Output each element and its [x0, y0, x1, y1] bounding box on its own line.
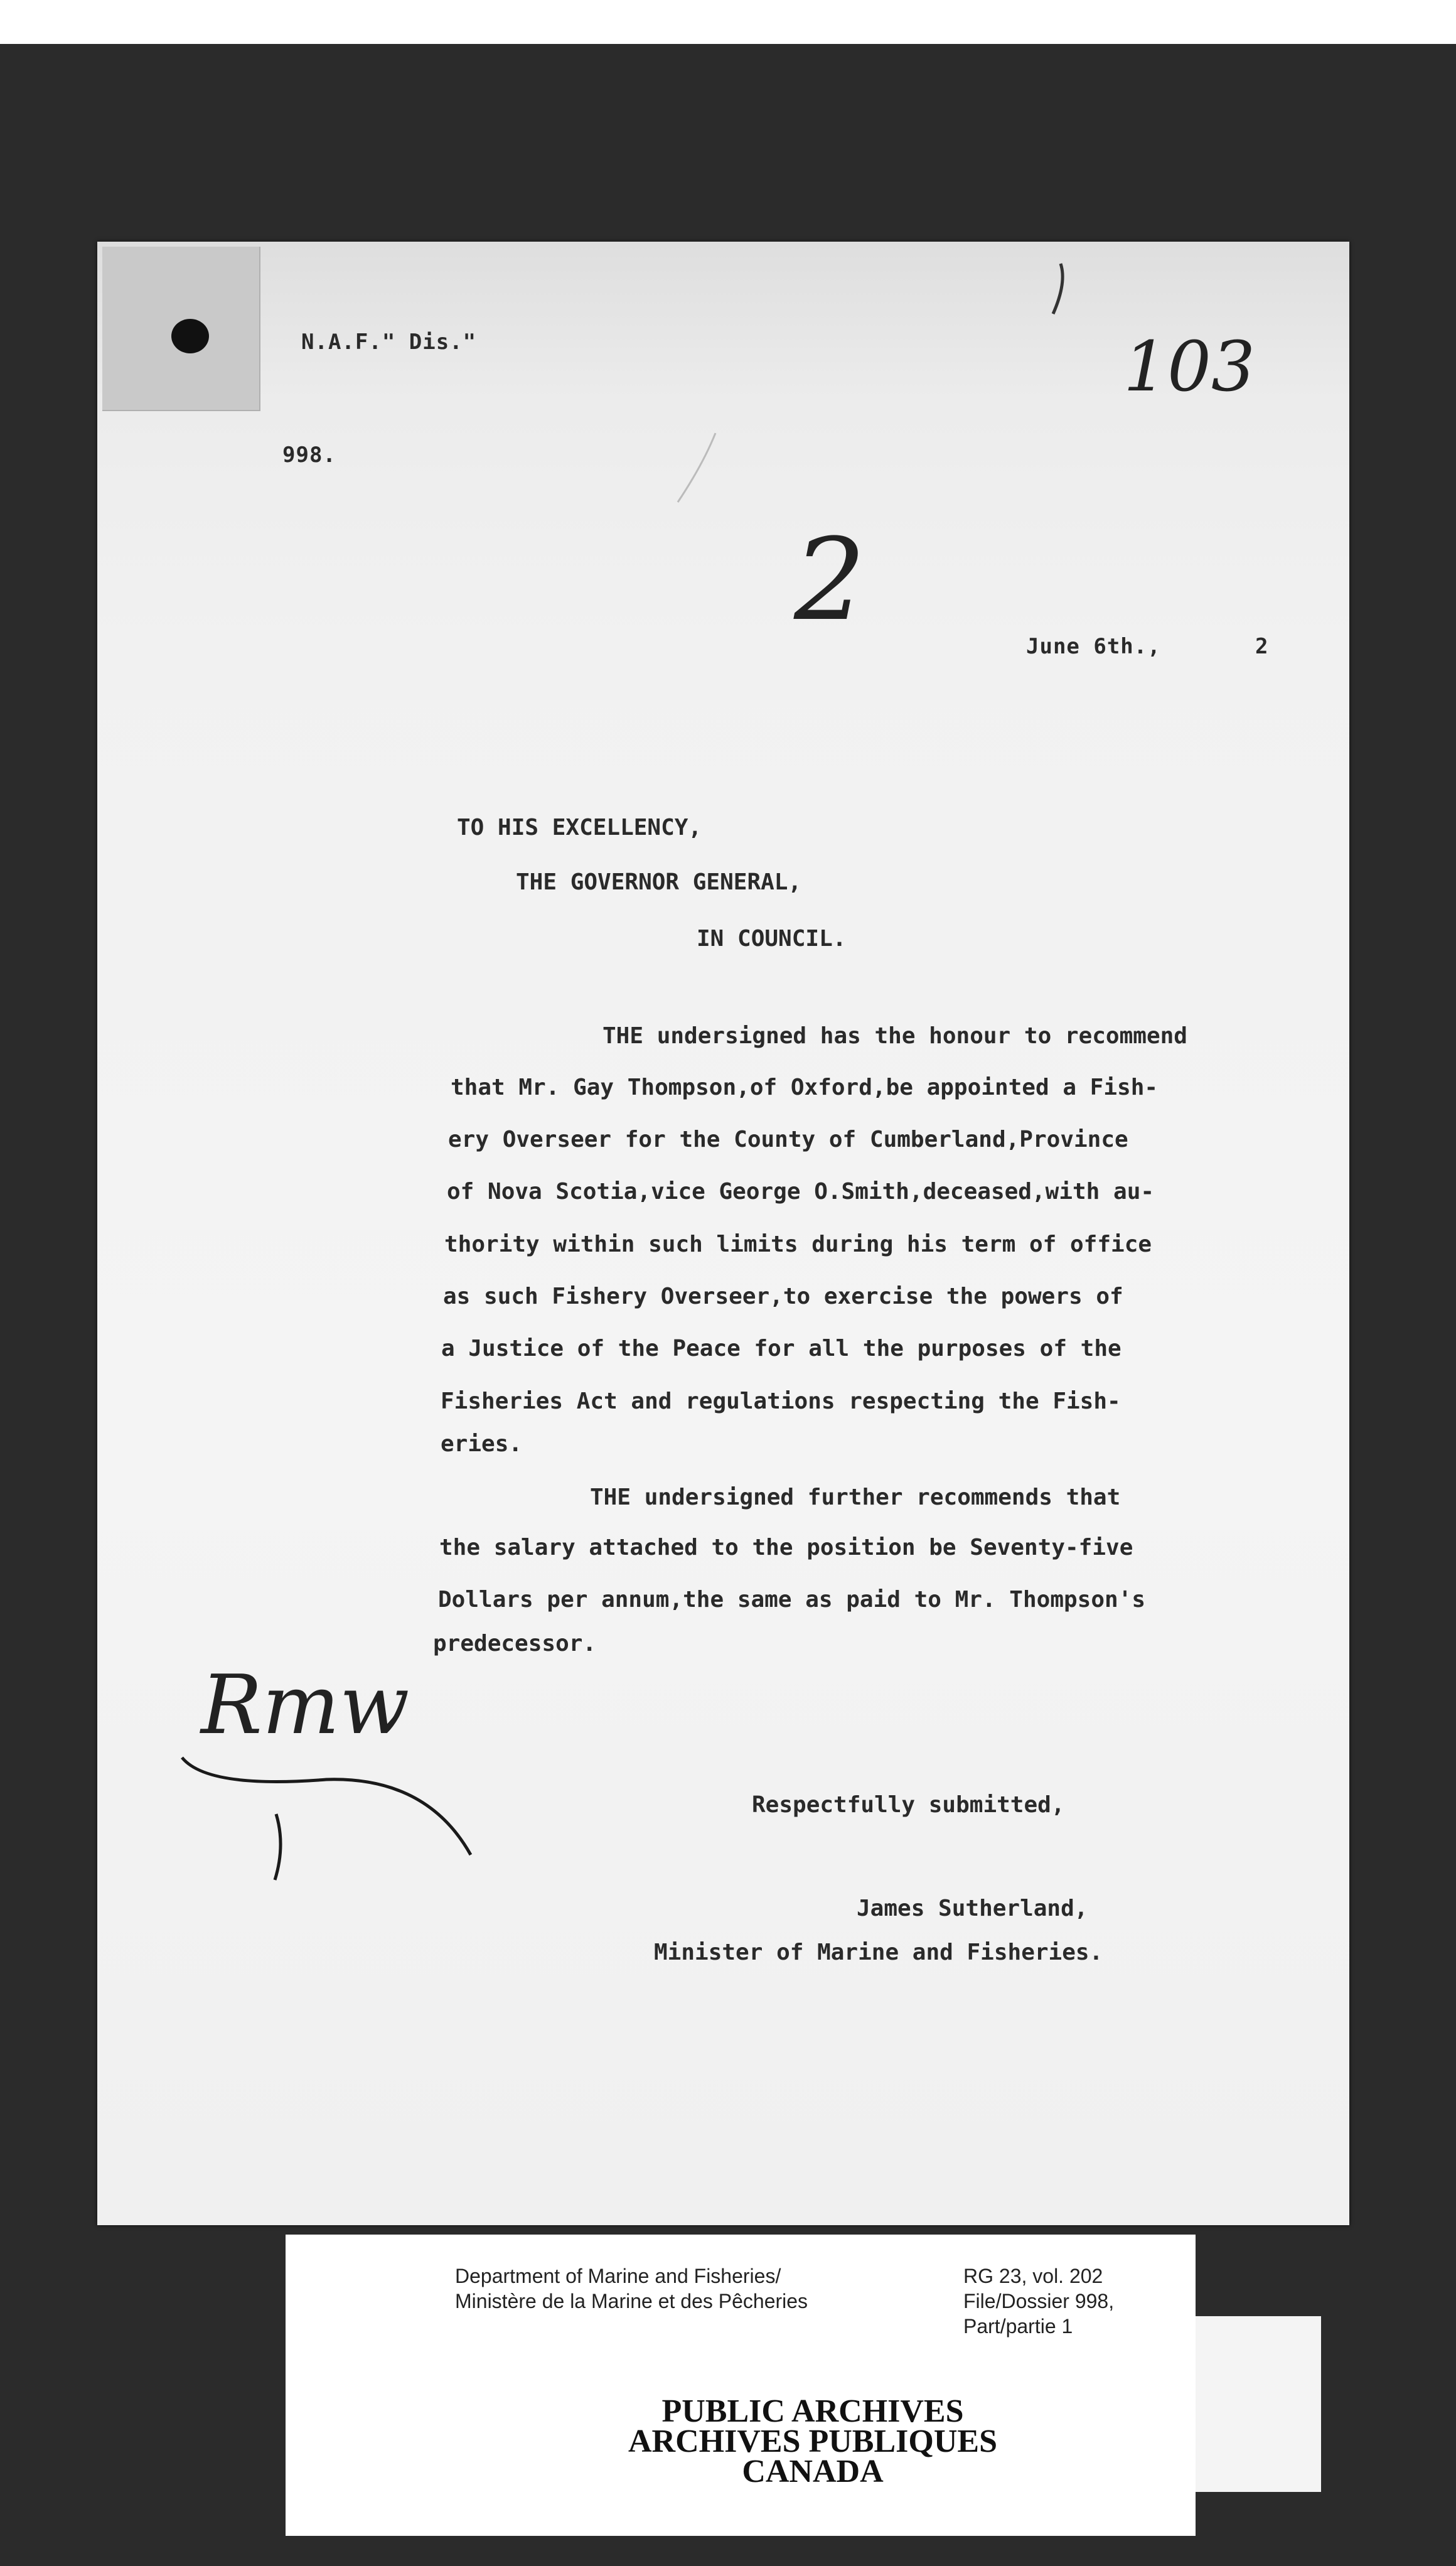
- addressee-line: TO HIS EXCELLENCY,: [457, 815, 702, 840]
- paragraph-line: of Nova Scotia,vice George O.Smith,deceased,with au-: [447, 1179, 1155, 1205]
- paragraph-line: ery Overseer for the County of Cumberland,Province: [448, 1127, 1128, 1152]
- paragraph-line: Fisheries Act and regulations respecting the Fish-: [441, 1388, 1121, 1414]
- department-fr: Ministère de la Marine et des Pêcheries: [455, 2290, 808, 2312]
- paragraph-line: that Mr. Gay Thompson,of Oxford,be appointed a Fish-: [451, 1075, 1159, 1100]
- paragraph-line: the salary attached to the position be Seventy-five: [439, 1535, 1133, 1560]
- paragraph-line: THE undersigned further recommends that: [590, 1484, 1121, 1510]
- file-number: 998.: [282, 443, 336, 468]
- handwritten-initials: Rmw: [201, 1657, 410, 1753]
- file-reference: N.A.F." Dis.": [301, 330, 477, 355]
- addressee-line: IN COUNCIL.: [697, 926, 847, 952]
- signature-flourish: [182, 1758, 471, 1855]
- faint-pencil-stroke: [678, 433, 715, 502]
- paragraph-line: THE undersigned has the honour to recommend: [602, 1023, 1187, 1049]
- handwritten-folio: 103: [1123, 326, 1255, 407]
- document-date: June 6th.,: [1026, 634, 1161, 659]
- signatory-name: James Sutherland,: [857, 1896, 1088, 1921]
- closing-line: Respectfully submitted,: [752, 1792, 1065, 1818]
- department-en: Department of Marine and Fisheries/: [455, 2265, 781, 2287]
- record-group: RG 23, vol. 202: [963, 2265, 1103, 2287]
- signature-tick: [275, 1814, 281, 1880]
- pen-stroke: [1053, 264, 1063, 314]
- addressee-line: THE GOVERNOR GENERAL,: [516, 869, 802, 895]
- handwritten-mark: 2: [794, 515, 866, 646]
- paragraph-line: as such Fishery Overseer,to exercise the powers of: [443, 1284, 1123, 1309]
- paragraph-line: Dollars per annum,the same as paid to Mr. Thompson's: [438, 1587, 1146, 1613]
- archive-title-line: PUBLIC ARCHIVES: [661, 2393, 964, 2429]
- part-number: Part/partie 1: [963, 2315, 1073, 2338]
- paragraph-line: eries.: [441, 1431, 523, 1457]
- paragraph-line: thority within such limits during his term of office: [444, 1232, 1152, 1257]
- archive-title-line: CANADA: [742, 2454, 884, 2489]
- signatory-title: Minister of Marine and Fisheries.: [654, 1940, 1103, 1965]
- paragraph-line: a Justice of the Peace for all the purposes of the: [441, 1336, 1121, 1361]
- file-dossier: File/Dossier 998,: [963, 2290, 1115, 2312]
- paragraph-line: predecessor.: [433, 1631, 597, 1656]
- page-number: 2: [1255, 634, 1269, 659]
- archive-title-line: ARCHIVES PUBLIQUES: [628, 2424, 998, 2459]
